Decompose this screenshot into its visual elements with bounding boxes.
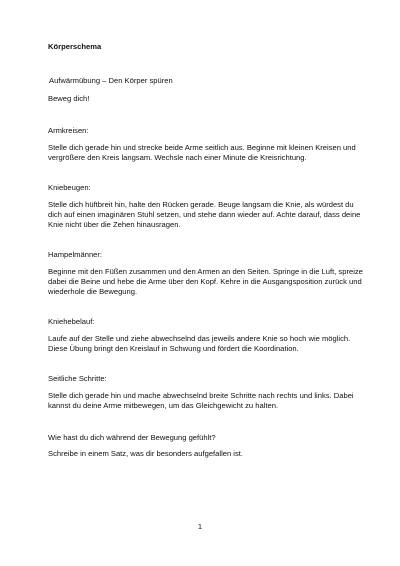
section-title: Armkreisen: xyxy=(48,126,89,135)
reflection-instruction: Schreibe in einem Satz, was dir besonders aufgefallen ist. xyxy=(48,449,244,458)
section-text: Laufe auf der Stelle und ziehe abwechselnd das jeweils andere Knie so hoch wie möglich. Diese Übung bringt den Kreislauf in Schwung und fördert die Koordination. xyxy=(48,334,351,353)
section-hampelmaenner xyxy=(48,250,366,297)
section-title: Hampelmänner: xyxy=(48,250,103,259)
section-text: Beginne mit den Füßen zusammen und den Armen an den Seiten. Springe in die Luft, spreize dabei die Beine und hebe die Arme über den Kopf. Kehre in die Ausgangsposition zurück und wiederhole die Bewegung. xyxy=(48,267,363,296)
section-kniebeugen xyxy=(48,183,366,230)
section-seitliche-schritte xyxy=(48,374,366,411)
document-subtitle: Aufwärmübung – Den Körper spüren xyxy=(49,76,173,85)
section-title: Seitliche Schritte: xyxy=(48,374,107,383)
section-title: Kniehebelauf: xyxy=(48,317,95,326)
document-title: Körperschema xyxy=(48,42,102,51)
section-armkreisen xyxy=(48,126,366,163)
section-title: Kniebeugen: xyxy=(48,183,91,192)
section-text: Stelle dich gerade hin und mache abwechselnd breite Schritte nach rechts und links. Dabei kannst du deine Arme mitbewegen, um das Gleichgewicht zu halten. xyxy=(48,391,354,410)
section-text: Stelle dich hüftbreit hin, halte den Rücken gerade. Beuge langsam die Knie, als würdest du dich auf einen imaginären Stuhl setzen, und stehe dann wieder auf. Achte darauf, dass deine Knie nicht über die Zehen hinausragen. xyxy=(48,200,361,229)
section-kniehebelauf xyxy=(48,317,366,354)
page-number: 1 xyxy=(197,522,203,531)
section-text: Stelle dich gerade hin und strecke beide Arme seitlich aus. Beginne mit kleinen Kreisen und vergrößere den Kreis langsam. Wechsle nach einer Minute die Kreisrichtung. xyxy=(48,143,356,162)
intro-text: Beweg dich! xyxy=(48,94,90,103)
reflection-question: Wie hast du dich während der Bewegung gefühlt? xyxy=(48,433,216,442)
document-content xyxy=(48,42,366,459)
